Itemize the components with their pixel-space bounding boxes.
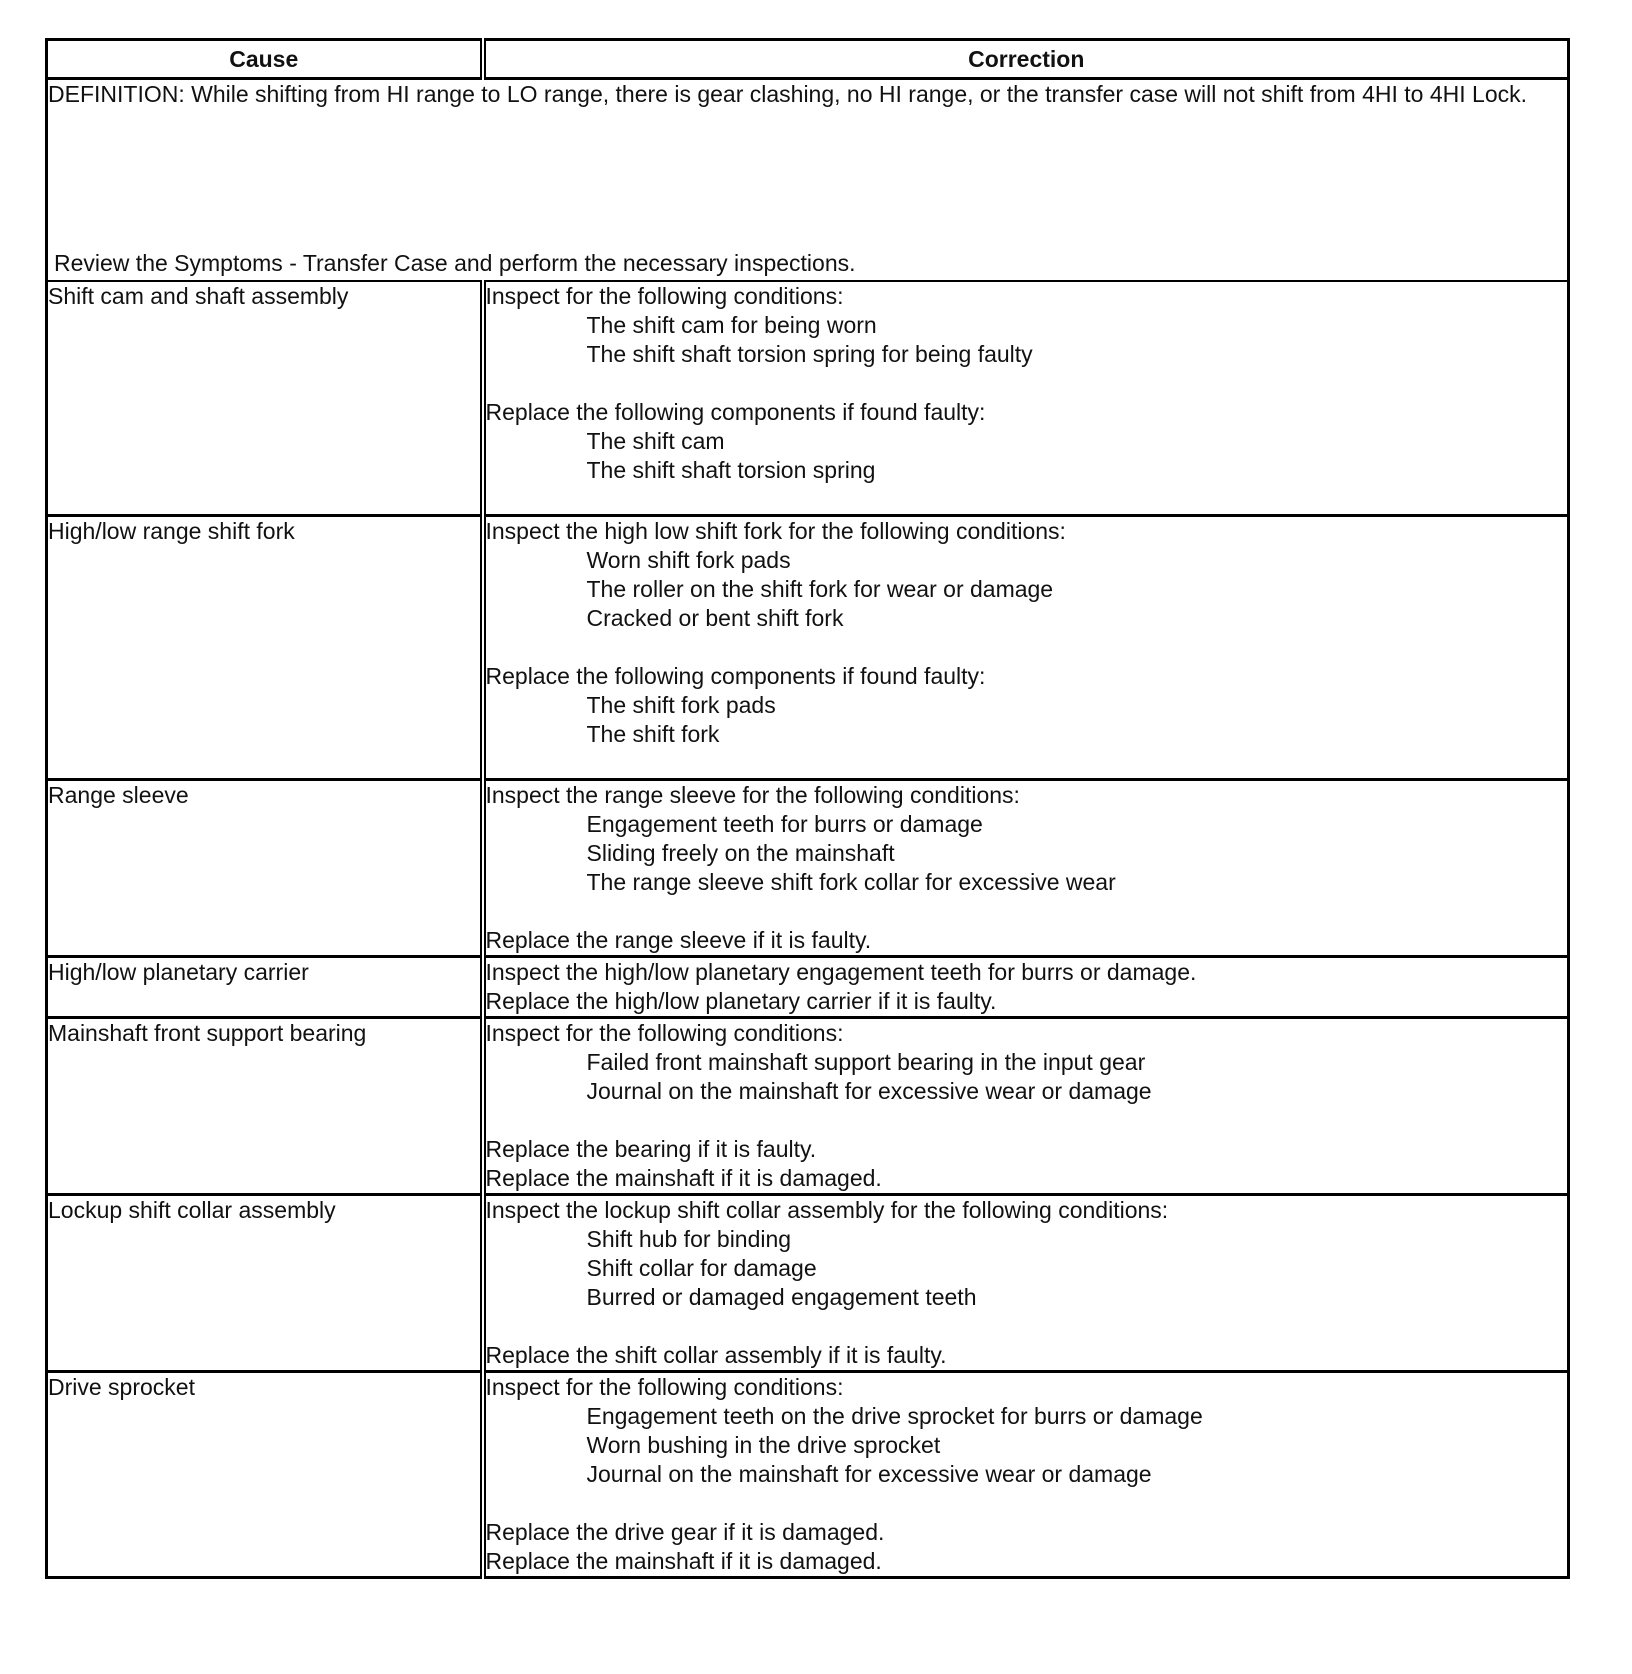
correction-subitem: The shift fork bbox=[586, 721, 720, 747]
table-row bbox=[47, 1195, 1569, 1372]
cause-text: High/low planetary carrier bbox=[48, 959, 309, 985]
correction-line bbox=[486, 1312, 1568, 1341]
correction-line: Replace the shift collar assembly if it is faulty. bbox=[485, 1342, 947, 1368]
cause-text: Lockup shift collar assembly bbox=[48, 1197, 336, 1223]
correction-line: Replace the following components if found faulty: bbox=[485, 399, 986, 425]
table-row bbox=[47, 281, 1569, 516]
document-page bbox=[45, 38, 1567, 1579]
correction-cell bbox=[483, 780, 1569, 957]
correction-line bbox=[486, 633, 1568, 662]
table-row bbox=[47, 1018, 1569, 1195]
correction-line bbox=[486, 897, 1568, 926]
correction-cell bbox=[483, 957, 1569, 1018]
correction-line: Replace the mainshaft if it is damaged. bbox=[485, 1165, 882, 1191]
correction-line: Inspect the high low shift fork for the following conditions: bbox=[485, 518, 1066, 544]
correction-line: Inspect for the following conditions: bbox=[485, 283, 844, 309]
correction-subitem: Worn shift fork pads bbox=[586, 547, 791, 573]
correction-cell bbox=[483, 516, 1569, 780]
correction-line: Replace the drive gear if it is damaged. bbox=[485, 1519, 885, 1545]
cause-text: Shift cam and shaft assembly bbox=[48, 283, 349, 309]
correction-subitem: The shift fork pads bbox=[586, 692, 776, 718]
table-row bbox=[47, 1372, 1569, 1578]
correction-subitem: The shift cam for being worn bbox=[586, 312, 877, 338]
correction-line: Replace the following components if found faulty: bbox=[485, 663, 986, 689]
correction-subitem: Engagement teeth on the drive sprocket for burrs or damage bbox=[586, 1403, 1203, 1429]
table-row bbox=[47, 957, 1569, 1018]
definition-review-text: Review the Symptoms - Transfer Case and perform the necessary inspections. bbox=[54, 250, 856, 276]
cause-text: Drive sprocket bbox=[48, 1374, 195, 1400]
definition-row bbox=[47, 79, 1569, 282]
correction-subitem: Engagement teeth for burrs or damage bbox=[586, 811, 983, 837]
correction-line bbox=[486, 1106, 1568, 1135]
correction-line bbox=[486, 749, 1568, 778]
diagnosis-table bbox=[45, 38, 1570, 1579]
cause-cell bbox=[47, 1018, 483, 1195]
correction-line bbox=[486, 369, 1568, 398]
correction-line: Inspect the lockup shift collar assembly for the following conditions: bbox=[485, 1197, 1169, 1223]
cause-text: Range sleeve bbox=[48, 782, 189, 808]
correction-subitem: The shift shaft torsion spring for being faulty bbox=[586, 341, 1033, 367]
correction-column-header: Correction bbox=[483, 40, 1569, 79]
table-row bbox=[47, 516, 1569, 780]
correction-line: Inspect the range sleeve for the following conditions: bbox=[485, 782, 1020, 808]
cause-cell bbox=[47, 1195, 483, 1372]
correction-subitem: The shift cam bbox=[586, 428, 725, 454]
cause-cell bbox=[47, 780, 483, 957]
correction-subitem: Journal on the mainshaft for excessive wear or damage bbox=[586, 1461, 1152, 1487]
correction-subitem: Worn bushing in the drive sprocket bbox=[586, 1432, 941, 1458]
definition-text: DEFINITION: While shifting from HI range to LO range, there is gear clashing, no HI range, or the transfer case will not shift from 4HI to 4HI Lock. bbox=[48, 81, 1527, 107]
correction-subitem: Burred or damaged engagement teeth bbox=[586, 1284, 977, 1310]
correction-line bbox=[486, 485, 1568, 514]
correction-line: Inspect the high/low planetary engagement teeth for burrs or damage. bbox=[485, 959, 1197, 985]
correction-line: Inspect for the following conditions: bbox=[485, 1374, 844, 1400]
correction-cell bbox=[483, 1195, 1569, 1372]
correction-subitem: The shift shaft torsion spring bbox=[586, 457, 876, 483]
correction-line: Replace the mainshaft if it is damaged. bbox=[485, 1548, 882, 1574]
correction-subitem: Journal on the mainshaft for excessive wear or damage bbox=[586, 1078, 1152, 1104]
correction-line: Replace the bearing if it is faulty. bbox=[485, 1136, 817, 1162]
correction-subitem: Shift collar for damage bbox=[586, 1255, 817, 1281]
correction-line: Replace the range sleeve if it is faulty. bbox=[485, 927, 872, 953]
cause-text: High/low range shift fork bbox=[48, 518, 295, 544]
correction-cell bbox=[483, 281, 1569, 516]
correction-line: Replace the high/low planetary carrier if it is faulty. bbox=[485, 988, 997, 1014]
correction-cell bbox=[483, 1018, 1569, 1195]
correction-subitem: The range sleeve shift fork collar for excessive wear bbox=[586, 869, 1116, 895]
cause-cell bbox=[47, 1372, 483, 1578]
cause-cell bbox=[47, 516, 483, 780]
table-header-row bbox=[47, 40, 1569, 79]
correction-line bbox=[486, 1489, 1568, 1518]
cause-cell bbox=[47, 957, 483, 1018]
correction-cell bbox=[483, 1372, 1569, 1578]
correction-line: Inspect for the following conditions: bbox=[485, 1020, 844, 1046]
correction-subitem: Failed front mainshaft support bearing in the input gear bbox=[586, 1049, 1146, 1075]
correction-subitem: The roller on the shift fork for wear or damage bbox=[586, 576, 1054, 602]
table-row bbox=[47, 780, 1569, 957]
cause-cell bbox=[47, 281, 483, 516]
definition-cell bbox=[47, 79, 1569, 282]
cause-column-header: Cause bbox=[47, 40, 483, 79]
correction-subitem: Cracked or bent shift fork bbox=[586, 605, 844, 631]
cause-text: Mainshaft front support bearing bbox=[48, 1020, 367, 1046]
correction-subitem: Shift hub for binding bbox=[586, 1226, 792, 1252]
correction-subitem: Sliding freely on the mainshaft bbox=[586, 840, 895, 866]
